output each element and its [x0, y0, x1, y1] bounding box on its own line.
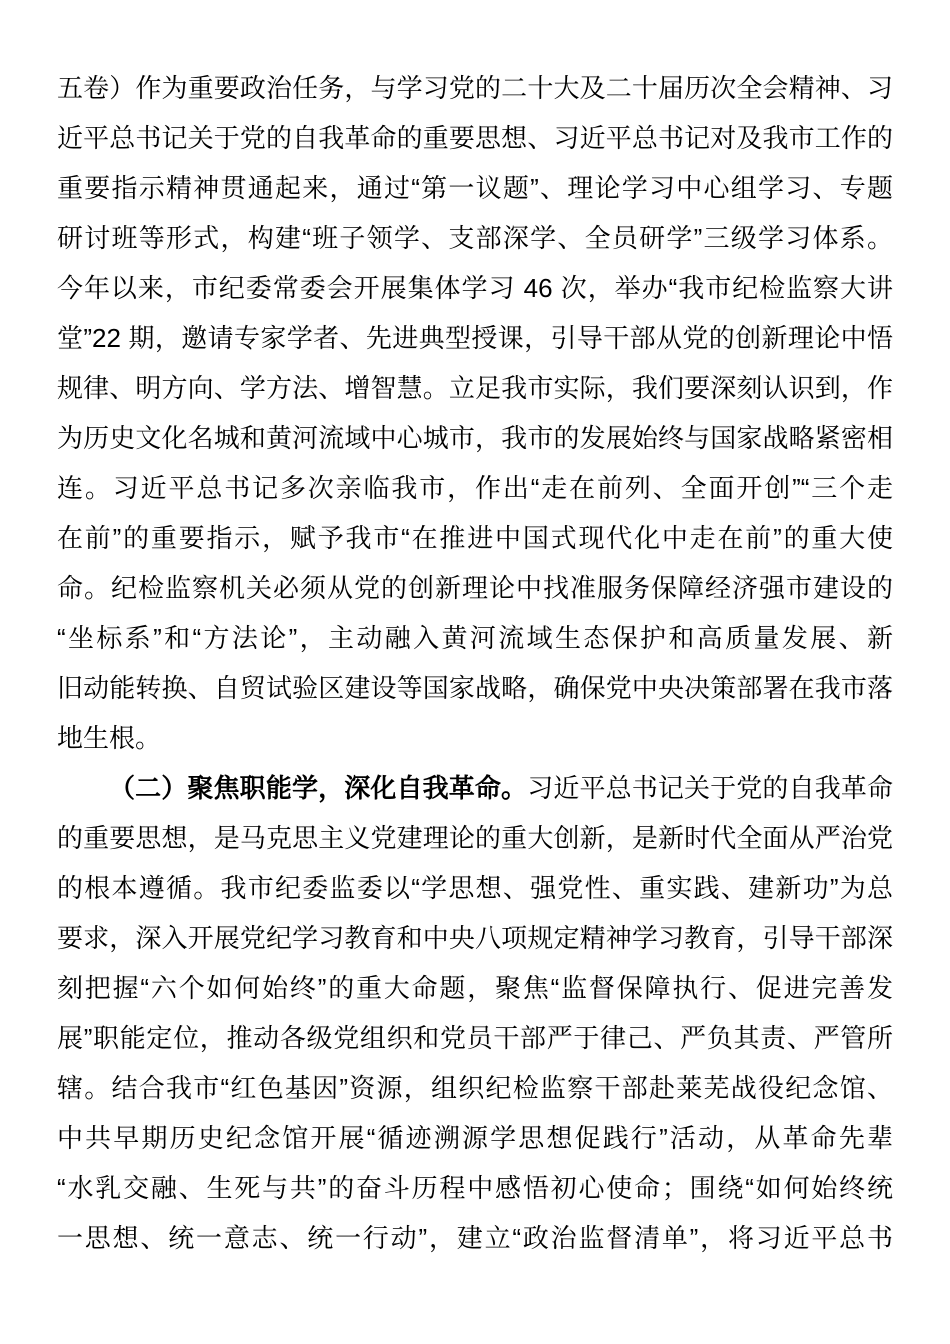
text-run: 习近平总书记关于党的自我革命 — [527, 773, 893, 803]
text-line — [57, 1113, 893, 1163]
text-run: 刻把握“六个如何始终”的重大命题，聚焦“监督保障执行、促进完善发 — [57, 973, 893, 1003]
text-run: 的根本遵循。我市纪委监委以“学思想、强党性、重实践、建新功”为总 — [57, 873, 893, 903]
text-run: 一思想、统一意志、统一行动”，建立“政治监督清单”，将习近平总书 — [57, 1223, 893, 1253]
text-run: 堂”22 期，邀请专家学者、先进典型授课，引导干部从党的创新理论中悟 — [57, 323, 893, 353]
text-line — [57, 713, 893, 763]
text-run: 命。纪检监察机关必须从党的创新理论中找准服务保障经济强市建设的 — [57, 573, 893, 603]
text-run: 今年以来，市纪委常委会开展集体学习 46 次，举办“我市纪检监察大讲 — [57, 273, 893, 303]
text-run: 五卷）作为重要政治任务，与学习党的二十大及二十届历次全会精神、习 — [57, 73, 893, 103]
text-run: 要求，深入开展党纪学习教育和中央八项规定精神学习教育，引导干部深 — [57, 923, 893, 953]
text-line — [57, 163, 893, 213]
text-line — [57, 813, 893, 863]
text-run: 辖。结合我市“红色基因”资源，组织纪检监察干部赴莱芜战役纪念馆、 — [57, 1073, 893, 1103]
text-line — [57, 663, 893, 713]
text-line — [57, 113, 893, 163]
paragraph-focus-function — [57, 763, 893, 1263]
text-run: 地生根。 — [57, 723, 162, 753]
text-run: 展”职能定位，推动各级党组织和党员干部严于律己、严负其责、严管所 — [57, 1023, 893, 1053]
paragraph-theory-study — [57, 63, 893, 763]
bold-text-run: （二）聚焦职能学，深化自我革命。 — [109, 773, 528, 803]
text-line — [57, 563, 893, 613]
text-line — [57, 913, 893, 963]
text-run: 的重要思想，是马克思主义党建理论的重大创新，是新时代全面从严治党 — [57, 823, 893, 853]
text-run: 重要指示精神贯通起来，通过“第一议题”、理论学习中心组学习、专题 — [57, 173, 893, 203]
text-run: 为历史文化名城和黄河流域中心城市，我市的发展始终与国家战略紧密相 — [57, 423, 893, 453]
text-line — [57, 763, 893, 813]
text-line — [57, 1063, 893, 1113]
text-line — [57, 213, 893, 263]
text-line — [57, 363, 893, 413]
text-line — [57, 513, 893, 563]
text-run: 旧动能转换、自贸试验区建设等国家战略，确保党中央决策部署在我市落 — [57, 673, 893, 703]
text-run: 规律、明方向、学方法、增智慧。立足我市实际，我们要深刻认识到，作 — [57, 373, 893, 403]
text-line — [57, 313, 893, 363]
text-run: 近平总书记关于党的自我革命的重要思想、习近平总书记对及我市工作的 — [57, 123, 893, 153]
text-run: 在前”的重要指示，赋予我市“在推进中国式现代化中走在前”的重大使 — [57, 523, 893, 553]
text-line — [57, 1163, 893, 1213]
text-line — [57, 863, 893, 913]
text-run: 中共早期历史纪念馆开展“循迹溯源学思想促践行”活动，从革命先辈 — [57, 1123, 893, 1153]
text-run: 连。习近平总书记多次亲临我市，作出“走在前列、全面开创”“三个走 — [57, 473, 893, 503]
text-line — [57, 963, 893, 1013]
text-line — [57, 413, 893, 463]
text-run: 研讨班等形式，构建“班子领学、支部深学、全员研学”三级学习体系。 — [57, 223, 893, 253]
text-line — [57, 613, 893, 663]
text-line — [57, 1013, 893, 1063]
text-line — [57, 1213, 893, 1263]
text-line — [57, 463, 893, 513]
text-line — [57, 63, 893, 113]
text-run: “水乳交融、生死与共”的奋斗历程中感悟初心使命；围绕“如何始终统 — [57, 1173, 893, 1203]
text-line — [57, 263, 893, 313]
text-run: “坐标系”和“方法论”，主动融入黄河流域生态保护和高质量发展、新 — [57, 623, 893, 653]
